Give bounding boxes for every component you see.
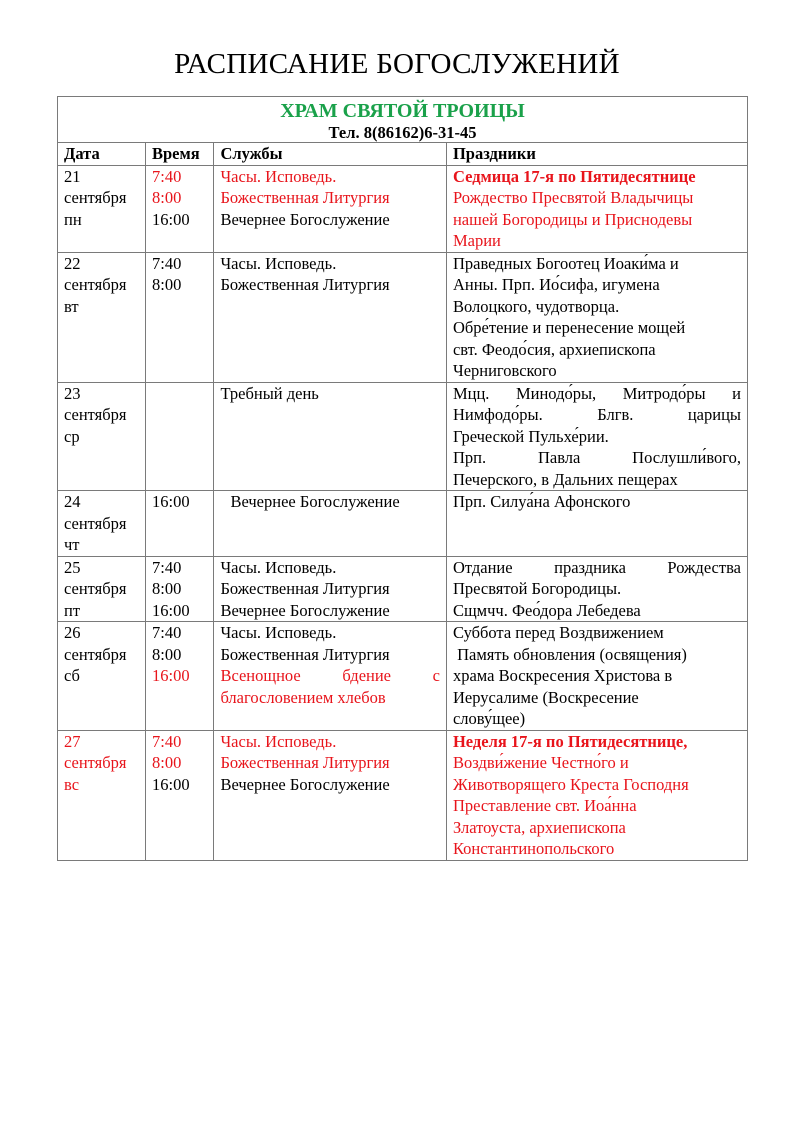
feast-line: свт. Феодо́сия, архиепископа — [452, 339, 656, 359]
service-item: Вечернее Богослужение — [220, 774, 390, 794]
date-cell — [58, 730, 146, 860]
services-cell — [214, 165, 447, 252]
time-item: 16:00 — [152, 209, 190, 229]
table-row — [58, 252, 748, 382]
date-cell — [58, 622, 146, 731]
time-cell — [146, 382, 214, 491]
time-item: 7:40 — [152, 557, 182, 577]
header-time: Время — [146, 143, 214, 166]
time-cell — [146, 165, 214, 252]
time-item: 7:40 — [152, 166, 182, 186]
date-month: сентября — [64, 579, 127, 598]
feast-line: Прп. Силуа́на Афонского — [452, 492, 631, 511]
time-cell — [146, 252, 214, 382]
column-header-row — [58, 143, 748, 166]
table-row — [58, 165, 748, 252]
time-cell — [146, 491, 214, 557]
date-weekday: сб — [64, 666, 80, 685]
service-item: благословением хлебов — [220, 687, 386, 707]
feast-line: храма Воскресения Христова в — [452, 666, 673, 685]
feast-line: Обре́тение и перенесение мощей — [452, 318, 686, 337]
date-day: 22 — [64, 253, 81, 273]
time-item: 16:00 — [152, 666, 190, 685]
schedule-table — [57, 96, 748, 861]
time-item: 8:00 — [152, 275, 182, 294]
date-weekday: вт — [64, 296, 79, 316]
services-cell — [214, 730, 447, 860]
date-day: 24 — [64, 492, 81, 511]
feast-line: слову́щее) — [452, 709, 526, 728]
page-title: РАСПИСАНИЕ БОГОСЛУЖЕНИЙ — [174, 48, 620, 80]
services-cell — [214, 491, 447, 557]
time-cell — [146, 556, 214, 622]
feast-line: Нимфодо́ры. Блгв. царицы — [452, 405, 741, 424]
service-item: Часы. Исповедь. — [220, 253, 337, 273]
time-item: 8:00 — [152, 188, 182, 207]
date-cell — [58, 165, 146, 252]
date-month: сентября — [64, 644, 127, 664]
time-cell — [146, 622, 214, 731]
feast-line: Волоцкого, чудотворца. — [452, 296, 620, 316]
feast-line: Рождество Пресвятой Владычицы — [452, 188, 694, 207]
service-item: Божественная Литургия — [220, 644, 390, 664]
date-day: 25 — [64, 557, 81, 577]
service-item: Часы. Исповедь. — [220, 166, 337, 186]
feast-line: Прп. Павла Послушли́вого, — [452, 448, 741, 467]
header-services: Службы — [214, 143, 447, 166]
table-row — [58, 622, 748, 731]
service-item: Вечернее Богослужение — [220, 600, 390, 620]
feast-line: Черниговского — [452, 361, 557, 380]
date-weekday: вс — [64, 774, 80, 794]
church-header-row — [58, 97, 748, 143]
feasts-cell — [446, 382, 747, 491]
feasts-cell — [446, 622, 747, 731]
services-cell — [214, 622, 447, 731]
date-cell — [58, 252, 146, 382]
service-item: Всенощное бдение с — [220, 666, 440, 685]
feast-line: Печерского, в Дальних пещерах — [452, 469, 678, 489]
time-item: 16:00 — [152, 774, 190, 794]
date-day: 23 — [64, 383, 81, 403]
time-item: 7:40 — [152, 253, 182, 273]
time-item: 16:00 — [152, 492, 190, 511]
feast-line: Седмица 17-я по Пятидесятнице — [452, 166, 696, 186]
service-item: Часы. Исповедь. — [220, 623, 337, 642]
feasts-cell — [446, 730, 747, 860]
services-cell — [214, 382, 447, 491]
service-item: Вечернее Богослужение — [220, 209, 390, 229]
service-item: Божественная Литургия — [220, 579, 390, 598]
feast-line: Воздви́жение Честно́го и — [452, 753, 629, 772]
table-row — [58, 491, 748, 557]
feast-line: Сщмчч. Фео́дора Лебедева — [452, 600, 641, 620]
feast-line: Память обновления (освящения) — [452, 644, 687, 664]
feast-line: Суббота перед Воздвижением — [452, 623, 664, 642]
feast-line: Праведных Богоотец Иоаки́ма и — [452, 253, 679, 273]
feast-line: Преставление свт. Иоа́нна — [452, 796, 637, 815]
service-item: Божественная Литургия — [220, 275, 390, 294]
feast-line: Мцц. Минодо́ры, Митродо́ры и — [452, 383, 741, 403]
date-day: 26 — [64, 623, 81, 642]
header-feasts: Праздники — [446, 143, 747, 166]
date-cell — [58, 556, 146, 622]
feast-line: Пресвятой Богородицы. — [452, 579, 622, 598]
church-header — [58, 97, 748, 143]
service-item: Божественная Литургия — [220, 188, 390, 207]
feast-line: Греческой Пульхе́рии. — [452, 426, 609, 446]
time-cell — [146, 730, 214, 860]
services-cell — [214, 556, 447, 622]
feast-line: нашей Богородицы и Приснодевы — [452, 209, 693, 229]
service-item: Требный день — [220, 383, 319, 403]
date-month: сентября — [64, 188, 127, 207]
date-month: сентября — [64, 405, 127, 424]
table-row — [58, 730, 748, 860]
header-date: Дата — [58, 143, 146, 166]
service-item: Часы. Исповедь. — [220, 731, 337, 751]
date-weekday: пт — [64, 600, 81, 620]
date-month: сентября — [64, 753, 127, 772]
feast-line: Константинопольского — [452, 839, 615, 858]
time-item: 16:00 — [152, 600, 190, 620]
date-weekday: пн — [64, 209, 82, 229]
date-month: сентября — [64, 275, 127, 294]
feast-line: Отдание праздника Рождества — [452, 557, 741, 577]
feast-line: Неделя 17-я по Пятидесятнице, — [452, 731, 688, 751]
date-month: сентября — [64, 513, 127, 533]
feast-line: Анны. Прп. Ио́сифа, игумена — [452, 275, 660, 294]
feasts-cell — [446, 252, 747, 382]
date-weekday: ср — [64, 426, 80, 446]
services-cell — [214, 252, 447, 382]
time-item: 8:00 — [152, 753, 182, 772]
church-name: ХРАМ СВЯТОЙ ТРОИЦЫ — [280, 100, 525, 122]
date-weekday: чт — [64, 535, 80, 554]
time-item: 7:40 — [152, 623, 182, 642]
date-cell — [58, 491, 146, 557]
feast-line: Иерусалиме (Воскресение — [452, 687, 639, 707]
date-day: 21 — [64, 166, 81, 186]
table-row — [58, 382, 748, 491]
feasts-cell — [446, 491, 747, 557]
time-item: 8:00 — [152, 644, 182, 664]
feast-line: Марии — [452, 231, 501, 250]
date-cell — [58, 382, 146, 491]
church-phone: Тел. 8(86162)6-31-45 — [328, 123, 477, 142]
table-row — [58, 556, 748, 622]
feasts-cell — [446, 165, 747, 252]
time-item: 8:00 — [152, 579, 182, 598]
service-item: Божественная Литургия — [220, 753, 390, 772]
service-item: Вечернее Богослужение — [230, 492, 400, 511]
service-item: Часы. Исповедь. — [220, 557, 337, 577]
feast-line: Златоуста, архиепископа — [452, 817, 626, 837]
date-day: 27 — [64, 731, 81, 751]
time-item: 7:40 — [152, 731, 182, 751]
feasts-cell — [446, 556, 747, 622]
feast-line: Животворящего Креста Господня — [452, 774, 689, 794]
